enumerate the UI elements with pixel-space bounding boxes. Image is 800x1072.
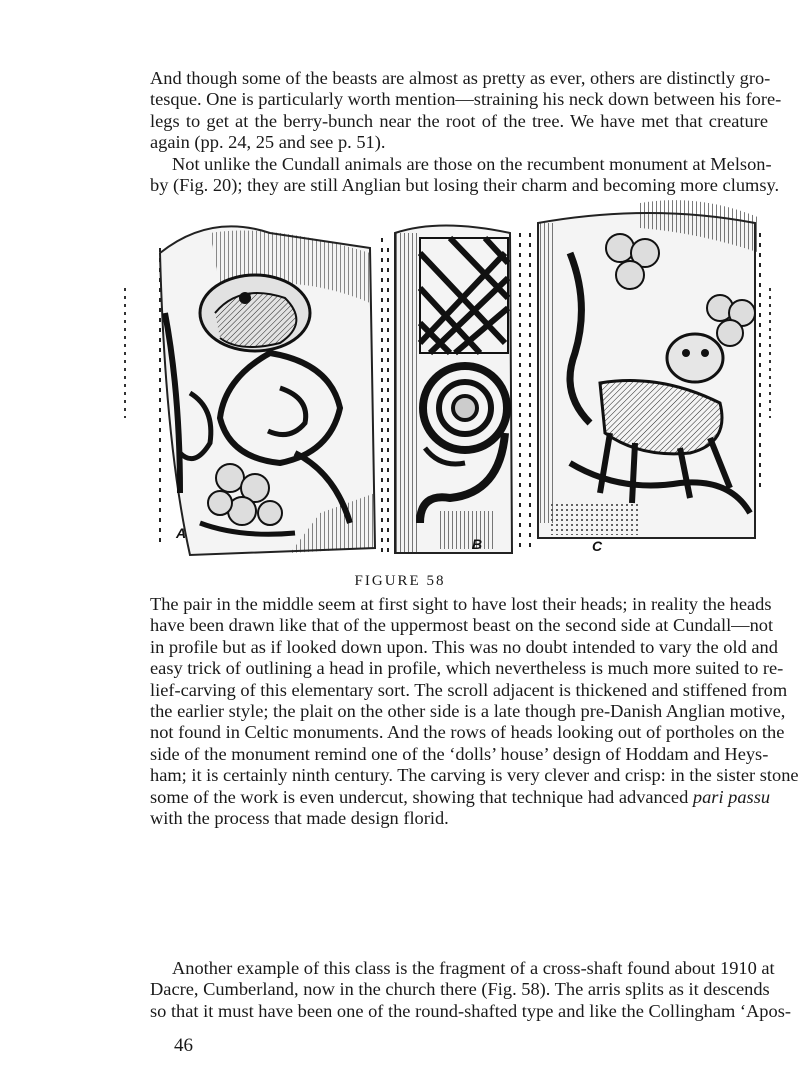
text-line: ham; it is certainly ninth century. The carving is very clever and crisp: in the sister stone	[150, 765, 799, 786]
figure-label-c: C	[592, 538, 603, 554]
text-line: not found in Celtic monuments. And the rows of heads looking out of portholes on the	[150, 722, 785, 743]
text-line: again (pp. 24, 25 and see p. 51).	[150, 132, 386, 153]
text-line: so that it must have been one of the round-shafted type and like the Collingham ‘Apos-	[150, 1000, 791, 1021]
figure-58-illustration	[120, 193, 800, 565]
text-segment: some of the work is even undercut, showing that technique had advanced	[150, 786, 689, 807]
paragraph-dacre	[150, 958, 791, 1022]
text-line: with the process that made design florid.	[150, 808, 449, 829]
figure-caption: FIGURE 58	[354, 573, 446, 589]
panel-b-carving	[388, 226, 520, 554]
text-line: Dacre, Cumberland, now in the church there (Fig. 58). The arris splits as it descends	[150, 979, 770, 1000]
text-line: lief-carving of this elementary sort. The scroll adjacent is thickened and stiffened from	[150, 679, 788, 700]
text-line: Not unlike the Cundall animals are those on the recumbent monument at Melson-	[172, 154, 772, 174]
page-number: 46	[174, 1035, 193, 1056]
text-line: side of the monument remind one of the ‘dolls’ house’ design of Hoddam and Heys-	[150, 743, 769, 764]
text-line: by (Fig. 20); they are still Anglian but losing their charm and becoming more clumsy.	[150, 175, 780, 196]
text-line: the earlier style; the plait on the other side is a late though pre-Danish Anglian motive,	[150, 701, 786, 722]
text-line-with-italic	[150, 786, 771, 808]
figure-label-b: B	[472, 536, 483, 552]
paragraph-pair-middle	[150, 594, 799, 829]
text-line: in profile but as if looked down upon. This was no doubt intended to vary the old and	[150, 636, 778, 657]
text-line: legs to get at the berry-bunch near the root of the tree. We have met that creature	[150, 110, 768, 131]
paragraph-melsonby	[150, 154, 780, 197]
text-line: easy trick of outlining a head in profile, which nevertheless is much more suited to re-	[150, 658, 784, 679]
figure-label-a: A	[176, 525, 187, 541]
paragraph-beasts	[150, 68, 782, 154]
text-line: The pair in the middle seem at first sight to have lost their heads; in reality the heads	[150, 594, 772, 614]
text-line: have been drawn like that of the uppermost beast on the second side at Cundall—not	[150, 615, 774, 636]
italic-phrase: pari passu	[692, 786, 771, 807]
text-line: Another example of this class is the fragment of a cross-shaft found about 1910 at	[172, 958, 775, 978]
text-line: tesque. One is particularly worth mention—straining his neck down between his fore-	[150, 89, 782, 110]
panel-a-carving	[160, 226, 382, 555]
text-line: And though some of the beasts are almost as pretty as ever, others are distinctly gro-	[150, 68, 771, 88]
